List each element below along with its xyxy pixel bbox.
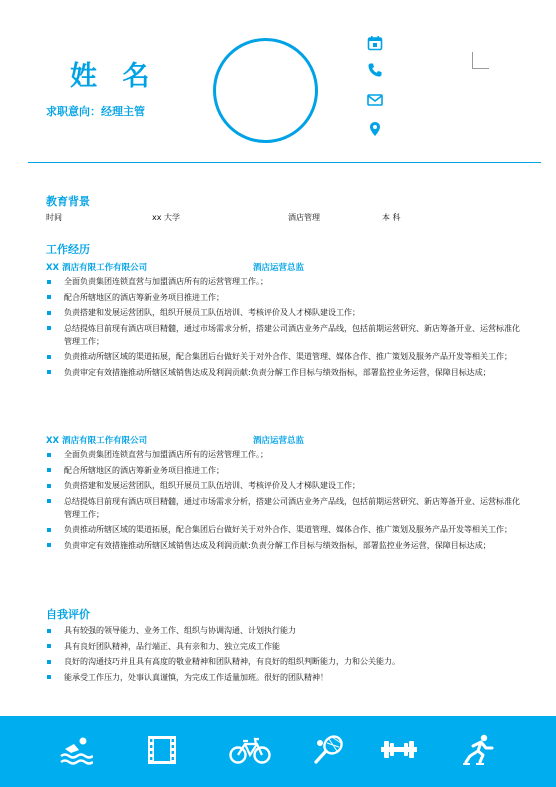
crop-mark [472,52,489,69]
list-item: 负责审定有效措施推动所辖区域销售达成及利润贡献:负责分解工作目标与绩效指标，部署监控业务运营，保障目标达成； [46,366,526,379]
job-company: XX 酒店有限工作有限公司 [46,436,148,446]
film-icon [145,734,179,766]
phone-icon [367,62,383,78]
list-item: 总结提炼目前现有酒店项目精髓，通过市场需求分析，搭建公司酒店业务产品线，包括前期运营研究、新店筹备开业、运营标准化管理工作； [46,495,526,521]
list-item: 负责搭建和发展运营团队，组织开展员工队伍培训、考核评价及人才梯队建设工作； [46,479,526,492]
list-item: 配合所辖地区的酒店筹新业务项目推进工作； [46,464,526,477]
list-item: 具有良好团队精神，品行端正、具有亲和力、独立完成工作能 [46,640,526,653]
list-item: 负责搭建和发展运营团队，组织开展员工队伍培训、考核评价及人才梯队建设工作； [46,306,526,319]
list-item: 全面负责集团连锁直营与加盟酒店所有的运营管理工作。； [46,275,526,288]
list-item: 具有较强的领导能力、业务工作、组织与协调沟通、计划执行能力 [46,624,526,637]
list-item: 负责推动所辖区域的渠道拓展，配合集团后台做好关于对外合作、渠道管理、媒体合作、推广策划及服务产品开发等相关工作； [46,523,526,536]
candidate-name: 姓 名 [70,61,158,92]
tennis-icon [312,734,346,766]
list-item: 总结提炼目前现有酒店项目精髓，通过市场需求分析，搭建公司酒店业务产品线，包括前期运营研究、新店筹备开业、运营标准化管理工作； [46,322,526,348]
job-header [46,261,346,273]
list-item: 全面负责集团连锁直营与加盟酒店所有的运营管理工作。； [46,448,526,461]
job-duties-list [46,275,526,381]
mail-icon [367,92,383,108]
location-pin-icon [367,121,383,137]
education-time: 时间 [46,213,62,222]
photo-placeholder [213,38,318,143]
education-title: 教育背景 [46,195,90,208]
education-major: 酒店管理 [288,213,320,222]
job-intent: 求职意向：经理主管 [46,105,145,118]
cycling-icon [229,734,271,766]
calendar-icon [367,35,383,51]
job-position: 酒店运营总监 [253,436,305,446]
job-header [46,434,346,446]
work-title: 工作经历 [46,243,90,256]
skating-icon [462,734,496,766]
list-item: 配合所辖地区的酒店筹新业务项目推进工作； [46,291,526,304]
education-degree: 本 科 [382,213,401,222]
education-school: xx 大学 [152,213,181,222]
list-item: 能承受工作压力，处事认真谨慎，为完成工作适量加班。很好的团队精神！ [46,671,526,684]
list-item: 负责推动所辖区域的渠道拓展，配合集团后台做好关于对外合作、渠道管理、媒体合作、推广策划及服务产品开发等相关工作； [46,350,526,363]
self-eval-list [46,624,526,686]
list-item: 良好的沟通技巧并且具有高度的敬业精神和团队精神，有良好的组织判断能力，力和公关能力。 [46,655,526,668]
job-duties-list [46,448,526,554]
job-position: 酒店运营总监 [253,263,305,273]
job-company: XX 酒店有限工作有限公司 [46,263,148,273]
fitness-icon [379,734,419,766]
header-divider [28,162,541,163]
self-eval-title: 自我评价 [46,608,90,621]
swimming-icon [59,734,93,766]
education-row [46,212,426,224]
hobbies-footer [0,716,556,787]
list-item: 负责审定有效措施推动所辖区域销售达成及利润贡献:负责分解工作目标与绩效指标，部署监控业务运营，保障目标达成； [46,539,526,552]
